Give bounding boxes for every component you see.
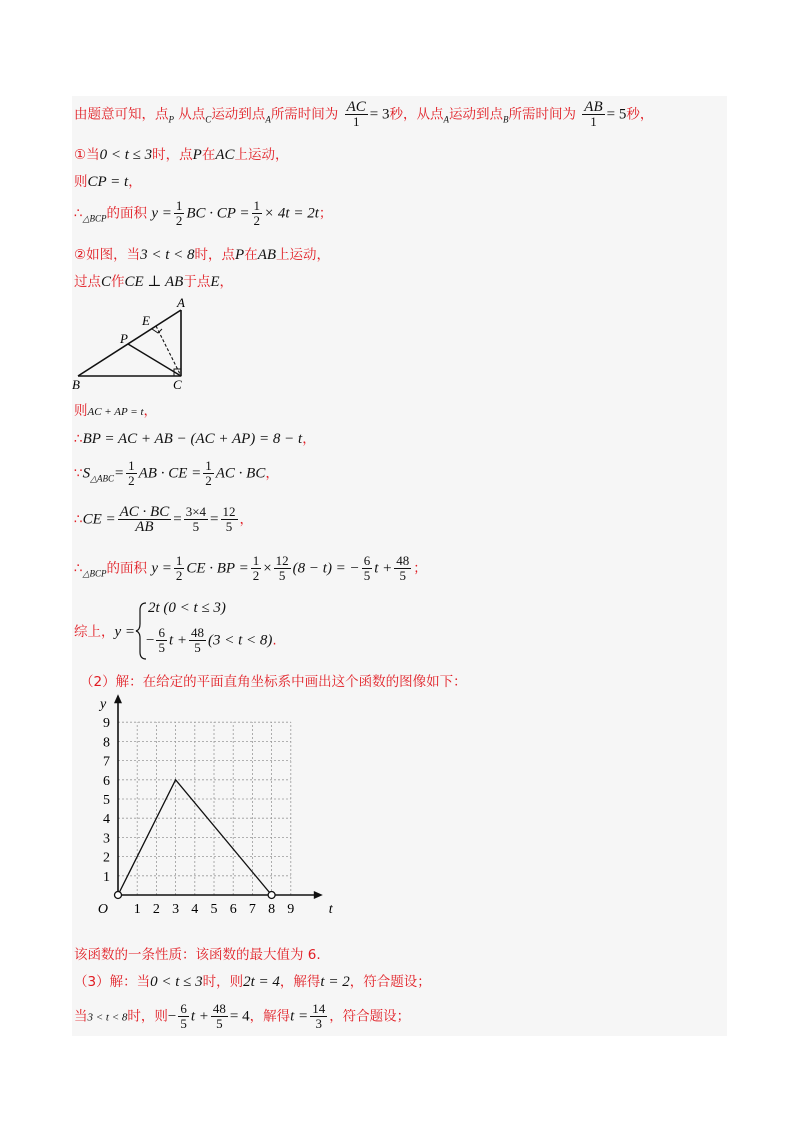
open-point-marker <box>115 892 122 899</box>
y-tick-label: 5 <box>103 793 110 808</box>
y-tick-label: 3 <box>103 831 110 847</box>
y-tick-label: 1 <box>103 869 110 885</box>
label-e: E <box>142 313 150 328</box>
x-tick-label: 3 <box>172 902 180 917</box>
piecewise-case-1: 2t (0 < t ≤ 3) <box>148 600 226 616</box>
x-tick-label: 5 <box>210 902 218 917</box>
label-p: P <box>120 331 128 346</box>
line-12-label: 综上，y = <box>74 624 136 640</box>
x-axis-arrow-icon <box>314 891 323 899</box>
line-11: $\therefore_{\triangle BCP}$的面积 y = $\frac{1}{2}$ CE · BP = $\frac{1}{2}$ × $\frac{12}{5}$ (8 − t) = − $\frac{6}{5}$ t + $\frac{48}{5}$ ； <box>74 553 427 583</box>
x-tick-label: 9 <box>287 902 295 917</box>
line-1: 由题意可知，点$_P$ 从点$_C$运动到点$_A$所需时间为 $\frac{AC}{1}$ = 3秒，从点$_A$运动到点$_B$所需时间为 $\frac{AB}{1}$ = 5秒， <box>74 99 654 129</box>
segment-pc <box>128 344 181 376</box>
y-tick-label: 8 <box>103 735 110 751</box>
line-6: 过点C作CE ⊥ AB于点E， <box>74 274 234 290</box>
line-3: 则CP = t， <box>74 174 142 190</box>
line-4: $\therefore_{\triangle BCP}$的面积 y = $\frac{1}{2}$ BC · CP = $\frac{1}{2}$ × 4t = 2t； <box>74 198 333 228</box>
y-tick-label: 6 <box>103 773 110 789</box>
label-a: A <box>177 295 185 310</box>
line-9: $\because S_{\triangle ABC}=$ $\frac{1}{2}$ AB · CE = $\frac{1}{2}$ AC · BC， <box>74 458 279 488</box>
triangle-figure <box>70 293 200 393</box>
line-14: 该函数的一条性质：该函数的最大值为 6. <box>74 947 321 963</box>
origin-label: O <box>97 902 108 917</box>
x-axis-label: t <box>328 902 333 917</box>
x-tick-label: 6 <box>229 902 237 917</box>
label-c: C <box>173 377 182 392</box>
line-16: 当3 < t < 8时，则− $\frac{6}{5}$ t + $\frac{48}{5}$ = 4，解得t = $\frac{14}{3}$ ，符合题设； <box>74 1001 411 1031</box>
x-tick-label: 2 <box>152 902 160 917</box>
piecewise-case-2: − $\frac{6}{5}$ t + $\frac{48}{5}$ (3 < t < 8). <box>146 625 277 655</box>
y-tick-label: 4 <box>103 812 110 828</box>
x-tick-label: 7 <box>248 902 256 917</box>
open-point-marker <box>268 892 275 899</box>
label-b: B <box>72 377 80 392</box>
line-8: ∴BP = AC + AB − (AC + AP) = 8 − t， <box>74 431 316 447</box>
function-graph <box>88 697 333 925</box>
y-tick-label: 2 <box>103 850 110 866</box>
line-5: ②如图，当3 < t < 8时，点P在AB上运动， <box>74 247 331 263</box>
line-13: （2）解：在给定的平面直角坐标系中画出这个函数的图像如下： <box>80 674 467 690</box>
right-angle-mark-e <box>152 329 162 333</box>
y-tick-label: 7 <box>103 754 110 770</box>
x-tick-label: 1 <box>133 902 141 917</box>
x-tick-label: 4 <box>191 902 199 917</box>
line-7: 则AC + AP = t， <box>74 403 157 419</box>
y-axis-label: y <box>100 697 107 713</box>
line-15: （3）解：当0 < t ≤ 3时，则2t = 4，解得t = 2，符合题设； <box>74 974 431 990</box>
x-tick-label: 8 <box>268 902 276 917</box>
line-10: ∴CE = $\frac{AC \cdot BC}{AB}$ = $\frac{3\times 4}{5}$ = $\frac{12}{5}$ ， <box>74 504 254 535</box>
line-2: ①当0 < t ≤ 3时，点P在AC上运动， <box>74 147 289 163</box>
y-tick-label: 9 <box>103 716 110 732</box>
